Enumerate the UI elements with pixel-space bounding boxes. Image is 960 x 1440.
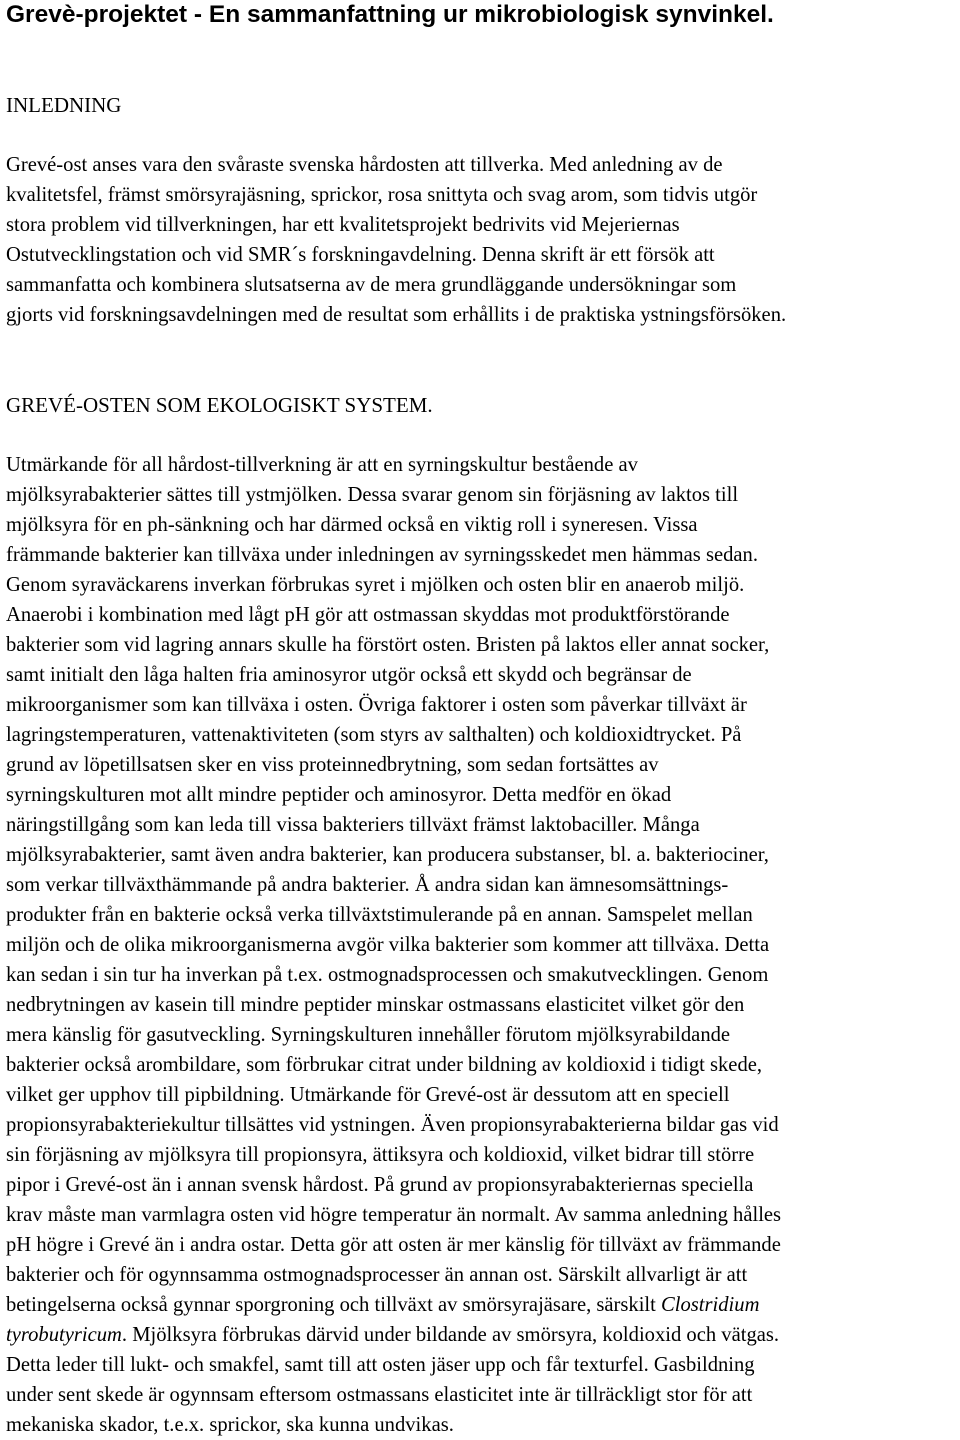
intro-line: stora problem vid tillverkningen, har ett kvalitetsprojekt bedrivits vid Mejeriernas [6,214,680,236]
body-line [6,1320,781,1350]
species-name-epithet: tyrobutyricum [6,1324,122,1346]
body-line: samt initialt den låga halten fria aminosyror utgör också ett skydd och begränsar de [6,664,692,686]
body-line: nedbrytningen av kasein till mindre peptider minskar ostmassans elasticitet vilket gör den [6,994,745,1016]
body-line: pH högre i Grevé än i andra ostar. Detta gör att osten är mer känslig för tillväxt av främmande [6,1234,781,1256]
body-line: mekaniska skador, t.e.x. sprickor, ska kunna undvikas. [6,1414,454,1436]
species-name-genus: Clostridium [661,1294,760,1316]
body-paragraph [6,450,781,1440]
body-line: miljön och de olika mikroorganismerna avgör vilka bakterier som kommer att tillväxa. Detta [6,934,770,956]
body-line: bakterier som vid lagring annars skulle ha förstört osten. Bristen på laktos eller annat socker, [6,634,770,656]
body-line: syrningskulturen mot allt mindre peptider och aminosyror. Detta medför en ökad [6,784,672,806]
body-line: Anaerobi i kombination med lågt pH gör att ostmassan skyddas mot produktförstörande [6,604,730,626]
body-line-text: . Mjölksyra förbrukas därvid under bildande av smörsyra, koldioxid och vätgas. [121,1324,780,1346]
body-line: näringstillgång som kan leda till vissa bakteriers tillväxt främst laktobaciller. Många [6,814,700,836]
section-heading: GREVÉ-OSTEN SOM EKOLOGISKT SYSTEM. [6,393,433,417]
body-line: krav måste man varmlagra osten vid högre temperatur än normalt. Av samma anledning hålles [6,1204,782,1226]
body-line-text: betingelserna också gynnar sporgroning och tillväxt av smörsyrajäsare, särskilt [6,1294,656,1316]
intro-heading: INLEDNING [6,93,122,117]
body-line: grund av löpetillsatsen sker en viss proteinnedbrytning, som sedan fortsättes av [6,754,659,776]
body-line: kan sedan i sin tur ha inverkan på t.ex. ostmognadsprocessen och smakutvecklingen. Genom [6,964,769,986]
intro-line: gjorts vid forskningsavdelningen med de resultat som erhållits i de praktiska ystningsförsöken. [6,304,787,326]
intro-line: kvalitetsfel, främst smörsyrajäsning, sprickor, rosa snittyta och svag arom, som tidvis utgör [6,184,758,206]
body-line: lagringstemperaturen, vattenaktiviteten (som styrs av salthalten) och koldioxidtrycket. På [6,724,742,746]
body-line: främmande bakterier kan tillväxa under inledningen av syrningsskedet men hämmas sedan. [6,544,759,566]
intro-line: Grevé-ost anses vara den svåraste svenska hårdosten att tillverka. Med anledning av de [6,154,723,176]
body-line: mjölksyrabakterier, samt även andra bakterier, kan producera substanser, bl. a. bakteriociner, [6,844,769,866]
body-line: mikroorganismer som kan tillväxa i osten. Övriga faktorer i osten som påverkar tillväxt är [6,694,747,716]
body-line: mjölksyra för en ph-sänkning och har därmed också en viktig roll i syneresen. Vissa [6,514,698,536]
intro-paragraph [6,150,786,330]
intro-line: Ostutvecklingstation och vid SMR´s forskningavdelning. Denna skrift är ett försök att [6,244,715,266]
body-line: propionsyrabakteriekultur tillsättes vid ystningen. Även propionsyrabakterierna bildar gas vid [6,1114,779,1136]
body-line [6,1290,781,1320]
body-line: mera känslig för gasutveckling. Syrningskulturen innehåller förutom mjölksyrabildande [6,1024,731,1046]
body-line: sin förjäsning av mjölksyra till propionsyra, ättiksyra och koldioxid, vilket bidrar till större [6,1144,755,1166]
intro-line: sammanfatta och kombinera slutsatserna av de mera grundläggande undersökningar som [6,274,737,296]
body-line: vilket ger upphov till pipbildning. Utmärkande för Grevé-ost är dessutom att en speciell [6,1084,730,1106]
body-line: produkter från en bakterie också verka tillväxtstimulerande på en annan. Samspelet mellan [6,904,753,926]
body-line: under sent skede är ogynnsam eftersom ostmassans elasticitet inte är tillräckligt stor för att [6,1384,753,1406]
body-line: bakterier och för ogynnsamma ostmognadsprocesser än annan ost. Särskilt allvarligt är att [6,1264,748,1286]
body-line: mjölksyrabakterier sättes till ystmjölken. Dessa svarar genom sin förjäsning av laktos till [6,484,739,506]
document-page [6,0,956,1436]
body-line: bakterier också arombildare, som förbrukar citrat under bildning av koldioxid i tidigt skede, [6,1054,763,1076]
body-line: som verkar tillväxthämmande på andra bakterier. Å andra sidan kan ämnesomsättnings- [6,874,729,896]
document-title: Grevè-projektet - En sammanfattning ur mikrobiologisk synvinkel. [6,1,774,28]
body-line: Utmärkande för all hårdost-tillverkning är att en syrningskultur bestående av [6,454,638,476]
body-line: Genom syraväckarens inverkan förbrukas syret i mjölken och osten blir en anaerob miljö. [6,574,745,596]
body-line: Detta leder till lukt- och smakfel, samt till att osten jäser upp och får texturfel. Gasbildning [6,1354,755,1376]
body-line: pipor i Grevé-ost än i annan svensk hårdost. På grund av propionsyrabakteriernas speciella [6,1174,754,1196]
